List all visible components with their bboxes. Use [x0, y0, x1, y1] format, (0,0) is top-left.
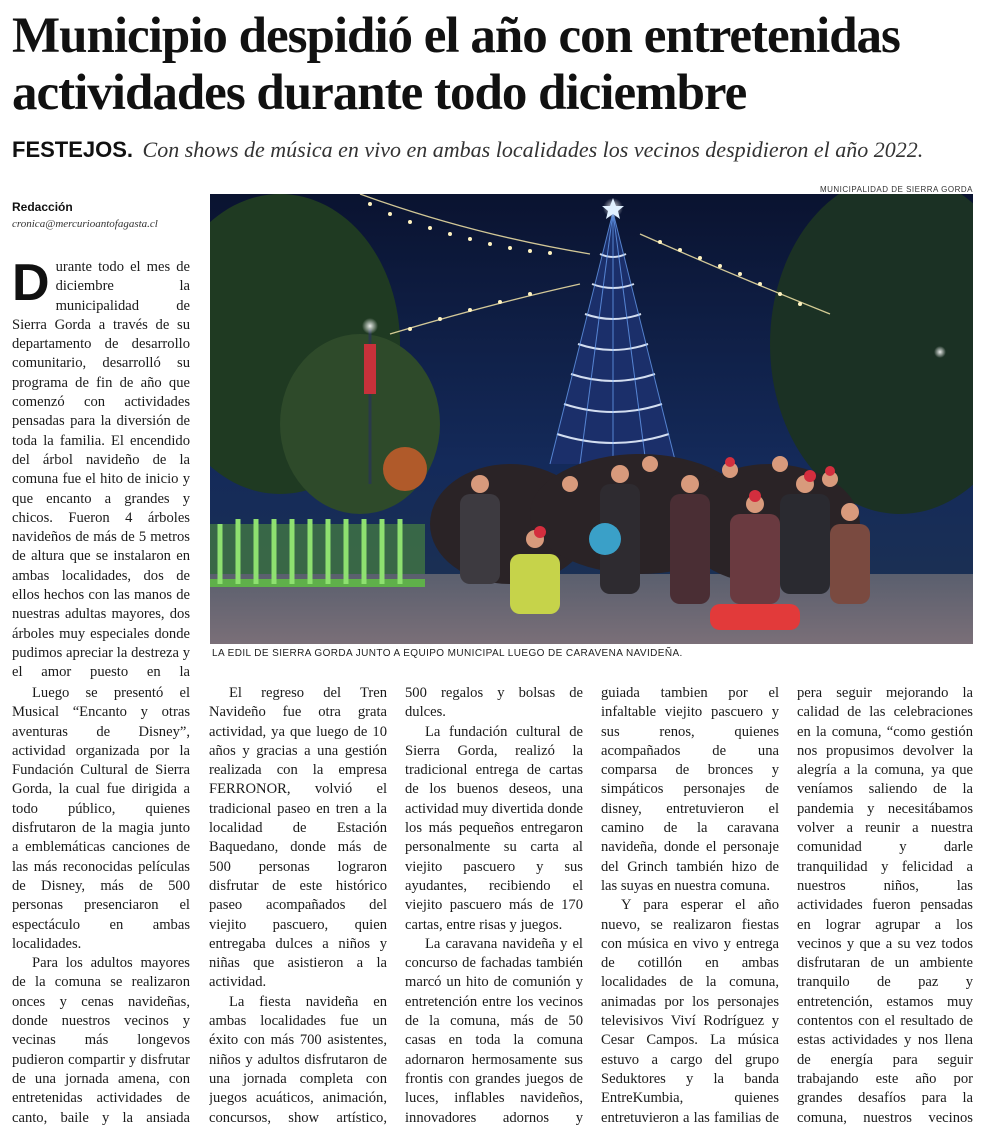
article-photo	[210, 194, 973, 644]
intro-text: urante todo el mes de diciembre la municipalidad de Sierra Gorda a través de su departamento de desarrollo comunitario, desarrolló su programa de fin de año que comenzó con actividades pensadas para la diversión de toda la familia. El encendido del árbol navideño de la comuna fue el hito de inicio y que encanto a grandes y chicos. Fueron 4 árboles navideños de más de 5 metros de altura que se instalaron en ambas localidades, dos de ellos hechos con las manos de nuestras adultas mayores, dos árboles muy especiales donde pudimos apreciar la destreza y el amor puesto en la	[12, 259, 190, 681]
article-paragraph: La fiesta navideña en ambas localidades fue un éxito con más 700 asistentes, niños y adultos disfrutaron de una jornada completa con juegos acuáticos, animación, concursos, show artístico,	[209, 993, 387, 1126]
closing-text: pera seguir mejorando la calidad de las celebraciones en la comuna, “como gestión nos propusimos devolver la alegría a la comuna, ya que veníamos saliendo de la pandemia y necesitábamos volver a reunir a nuestra comunidad y darle tranquilidad y felicidad a nuestros niños, las actividades fueron pensadas en lograr agrupar a los vecinos y que a su vez todos disfrutaran de un ambiente tranquilo de paz y entretención, estamos muy contentos con el resultado de estas actividades y nos llena de energía para seguir trabajando este año por grandes desafíos para la comuna, nuestros vecinos	[797, 685, 973, 1126]
deck-kicker: FESTEJOS.	[12, 137, 134, 162]
article-paragraph: La fundación cultural de Sierra Gorda, realizó la tradicional entrega de cartas de los buenos deseos, una actividad muy divertida donde los más pequeños entregaron personalmente su carta al viejito pascuero y sus ayudantes, recibiendo el viejito pascuero más de 170 cartas, entre risas y juegos.	[405, 723, 583, 933]
article-paragraph-continued	[797, 684, 973, 1127]
article-column-1-top	[12, 258, 190, 682]
dropcap: D	[12, 258, 50, 312]
article-paragraph-continued: 500 regalos y bolsas de dulces.	[405, 685, 583, 721]
article-paragraph: Luego se presentó el Musical “Encanto y otras aventuras de Disney”, actividad organizada por la Fundación Cultural de Sierra Gorda, la cual fue dirigida a todo público, quienes disfrutaron de la magia junto a emblemáticas canciones de las más reconocidas películas de Disney, más de 500 personas presenciaron el espectáculo en ambas localidades.	[12, 685, 190, 952]
article-paragraph: La caravana navideña y el concurso de fachadas también marcó un hito de comunión y entretención entre los vecinos de la comuna, más de 50 casas en toda la comuna adornaron hermosamente sus frontis con grandes juegos de luces, inflables navideños, innovadores adornos y	[405, 935, 583, 1126]
christmas-tree-photo	[210, 194, 973, 644]
article-paragraph: Para los adultos mayores de la comuna se realizaron onces y cenas navideñas, donde nuestros vecinos y vecinas más longevos pudieron compartir y disfrutar de una jornada amena, con entretenidas actividades de canto, baile y la ansiada	[12, 955, 190, 1126]
article-paragraph: El regreso del Tren Navideño fue otra grata actividad, ya que luego de 10 años y gracias a una gestión realizada con la empresa FERRONOR, volvió el tradicional paseo en tren a la localidad de Estación Baquedano, donde más de 500 personas lograron disfrutar de este histórico paseo acompañados del viejito pascuero, quien entregaba dulces a niños y niñas que asistieron a la actividad.	[209, 685, 387, 991]
byline	[12, 200, 202, 230]
article-column-3	[405, 684, 583, 1127]
headline: Municipio despidió el año con entretenidas actividades durante todo diciembre	[12, 8, 900, 121]
deck-text: Con shows de música en vivo en ambas localidades los vecinos despidieron el año 2022.	[142, 137, 924, 162]
article-paragraph: Y para esperar el año nuevo, se realizaron fiestas con música en vivo y entrega de cotillón en ambas localidades de la comuna, animadas por los personajes televisivos Viví Rodríguez y Cesar Campos. La música estuvo a cargo del grupo Seduktores y la banda EntreKumbia, quienes entretuvieron a las familias de	[601, 897, 779, 1126]
article-column-1	[12, 684, 190, 1127]
article-paragraph-intro	[12, 258, 190, 682]
article-column-4	[601, 684, 779, 1127]
byline-email[interactable]: cronica@mercurioantofagasta.cl	[12, 218, 158, 230]
deck	[12, 136, 977, 164]
article-paragraph-continued: guiada tambien por el infaltable viejito pascuero y sus renos, quienes acompañados de una comparsa de bronces y simpáticos personajes de disney, entretuvieron el camino de la caravana navideña, donde el personaje del Grinch también hizo de las suyas en nuestra comuna.	[601, 685, 779, 894]
byline-name: Redacción	[12, 200, 73, 214]
photo-caption: LA EDIL DE SIERRA GORDA JUNTO A EQUIPO MUNICIPAL LUEGO DE CARAVENA NAVIDEÑA.	[212, 648, 683, 659]
article-column-2	[209, 684, 387, 1127]
article-column-5	[797, 684, 973, 1127]
photo-credit: MUNICIPALIDAD DE SIERRA GORDA	[819, 185, 973, 194]
